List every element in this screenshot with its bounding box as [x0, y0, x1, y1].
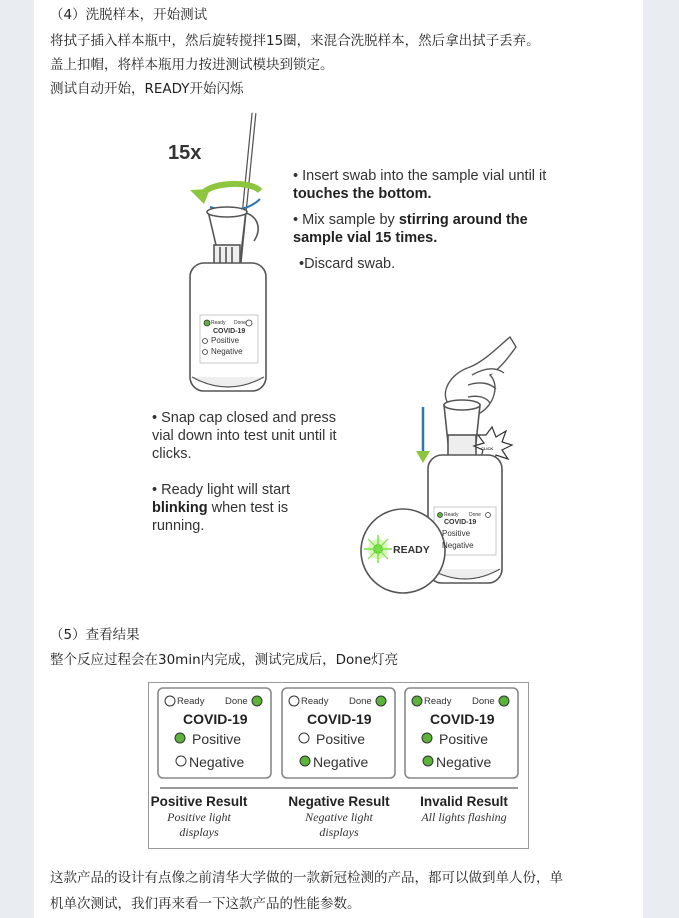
step5-heading: （5）查看结果 [50, 627, 140, 643]
step4-line1: 将拭子插入样本瓶中，然后旋转搅拌15圈，来混合洗脱样本，然后拿出拭子丢弃。 [50, 33, 540, 49]
bullet-mix-text: Mix sample by [302, 212, 399, 228]
inv-done-label: Done [472, 696, 495, 707]
neg-done-label: Done [349, 696, 372, 707]
inv-negative-label: Negative [436, 754, 492, 770]
bullet-dot: • [293, 212, 303, 228]
bullet-dot: • [152, 410, 162, 426]
stir-count-label: 15x [168, 142, 202, 164]
device2-covid-label: COVID-19 [444, 519, 477, 526]
pos-negative-label: Negative [189, 754, 245, 770]
inv-covid-label: COVID-19 [430, 711, 495, 727]
device1-done-label: Done [234, 320, 246, 326]
neg-negative-label: Negative [313, 754, 369, 770]
neg-ready-label: Ready [301, 696, 329, 707]
bullet-insert-swab [293, 167, 553, 203]
inv-positive-label: Positive [439, 731, 489, 747]
bullet-discard-text: Discard swab. [304, 256, 396, 272]
bullet-dot: • [293, 168, 303, 184]
invalid-result-sub: All lights flashing [421, 810, 507, 824]
bullet-mix-sample [293, 211, 553, 247]
bullet-snap-cap [152, 409, 348, 463]
device2-done-label: Done [469, 512, 481, 518]
bullet-ready-bold: blinking [152, 500, 208, 516]
bullet-ready-light [152, 481, 322, 535]
device1-ready-label: Ready [211, 320, 226, 326]
positive-result-sub: Positive light displays [167, 810, 231, 839]
inv-ready-label: Ready [424, 696, 452, 707]
positive-result-title: Positive Result [150, 794, 248, 809]
sample-vial-cap-icon [444, 400, 480, 461]
device2-ready-label: Ready [444, 512, 459, 518]
device1-negative-label: Negative [211, 347, 243, 356]
step4-line3: 测试自动开始，READY开始闪烁 [50, 81, 244, 97]
negative-result-title: Negative Result [288, 794, 390, 809]
step4-line2: 盖上扣帽，将样本瓶用力按进测试模块到锁定。 [50, 57, 334, 73]
bullet-insert-bold: touches the bottom. [293, 186, 432, 202]
bullet-snap-text: Snap cap closed and press vial down into test unit until it clicks. [152, 410, 337, 462]
click-label: CLICK [481, 446, 494, 451]
neg-positive-label: Positive [316, 731, 366, 747]
zoom-ready-label: READY [393, 544, 430, 556]
step4-heading: （4）洗脱样本，开始测试 [50, 7, 208, 23]
pos-ready-label: Ready [177, 696, 205, 707]
pos-positive-label: Positive [192, 731, 242, 747]
bullet-ready-post: when test is running. [152, 500, 289, 534]
neg-covid-label: COVID-19 [307, 711, 372, 727]
negative-result-sub: Negative light displays [305, 810, 373, 839]
step5-line1: 整个反应过程会在30min内完成，测试完成后，Done灯亮 [50, 652, 399, 668]
pos-covid-label: COVID-19 [183, 711, 248, 727]
bullet-ready-pre: Ready light will start [161, 482, 291, 498]
device2-positive-label: Positive [442, 529, 471, 538]
closing-line1: 这款产品的设计有点像之前清华大学做的一款新冠检测的产品，都可以做到单人份，单 [50, 870, 563, 886]
bullet-discard-swab [299, 255, 499, 273]
bullet-mix-bold: stirring around the sample vial 15 times. [293, 212, 528, 246]
device2-negative-label: Negative [442, 541, 474, 550]
device1-positive-label: Positive [211, 336, 240, 345]
device1-covid-label: COVID-19 [213, 328, 246, 335]
test-unit-icon [190, 263, 266, 391]
press-down-arrow-icon [416, 407, 430, 463]
bullet-dot: • [152, 482, 162, 498]
closing-line2: 机单次测试，我们再来看一下这款产品的性能参数。 [50, 896, 361, 912]
bullet-insert-text: Insert swab into the sample vial until it [302, 168, 547, 184]
pos-done-label: Done [225, 696, 248, 707]
bullet-dot: • [299, 256, 305, 272]
invalid-result-title: Invalid Result [420, 794, 508, 809]
